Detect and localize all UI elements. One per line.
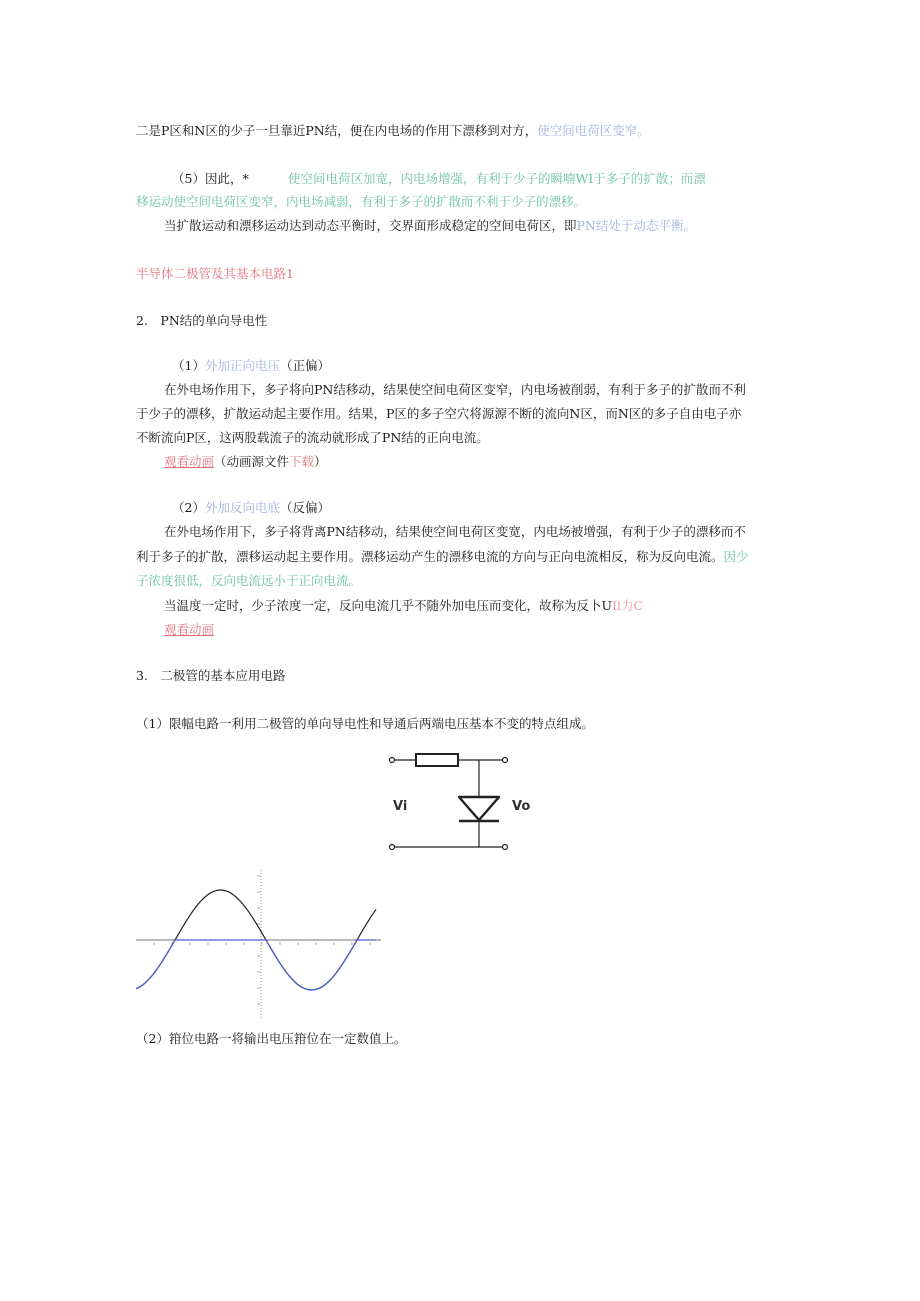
diode-icon [459, 797, 499, 820]
vi-label: Vi [393, 799, 408, 814]
limiter-circuit-description: （1）限幅电路一利用二极管的单向导电性和导通后两端电压基本不变的特点组成。 [136, 716, 594, 731]
forward-voltage-link[interactable]: 外加正向电压 [204, 358, 280, 373]
input-terminal-top [390, 758, 395, 763]
reverse-voltage-link[interactable]: 外加反向电底 [204, 500, 280, 515]
output-terminal-bottom [503, 845, 508, 850]
paragraph-therefore: （5）因此，* [172, 171, 249, 186]
highlight-text: PN结处于动态平衡。 [576, 218, 696, 233]
resistor [416, 754, 458, 766]
watch-animation-link[interactable]: 观看动画 [164, 622, 215, 637]
download-link[interactable]: 下载 [289, 454, 315, 469]
section-title-pn-junction: 2. PN结的单向导电性 [136, 313, 268, 328]
reverse-animation-row [164, 622, 214, 638]
limiter-circuit-diagram [383, 748, 531, 852]
highlight-text: 使空间电荷区变窄。 [537, 123, 650, 138]
forward-paragraph-line: 在外电场作用下，多子将向PN结移动，结果使空间电荷区变窄，内电场被削弱，有利于多子的扩散而不利 [164, 382, 746, 397]
forward-bias-heading: （1）外加正向电压（正偏） [172, 358, 330, 373]
forward-animation-row: 观看动画（动画源文件下载） [164, 454, 327, 469]
watch-animation-link[interactable]: 观看动画 [164, 454, 215, 469]
reverse-paragraph-line: 在外电场作用下，多子将背离PN结移动，结果使空间电荷区变宽，内电场被增强，有利于少子的漂移而不 [164, 524, 746, 539]
highlight-text: Il力C [612, 598, 644, 613]
reverse-paragraph-line: 利于多子的扩散，漂移运动起主要作用。漂移运动产生的漂移电流的方向与正向电流相反，称为反向电流。因少 [136, 549, 749, 564]
highlight-text: 因少 [723, 549, 749, 564]
highlight-text: 子浓度很低，反向电流远小于正向电流。 [136, 573, 362, 588]
clamper-circuit-description: （2）箝位电路一将输出电压箝位在一定数值上。 [136, 1031, 407, 1046]
input-terminal-bottom [390, 845, 395, 850]
reverse-saturation-line: 当温度一定时，少子浓度一定，反向电流几乎不随外加电压而变化，故称为反卜UIl力C [164, 598, 644, 613]
forward-paragraph-line: 不断流向P区，这两股载流子的流动就形成了PN结的正向电流。 [136, 430, 489, 445]
paragraph-drift: 二是P区和N区的少子一旦靠近PN结，便在内电场的作用下漂移到对方，使空间电荷区变窄。 [136, 123, 650, 138]
reverse-bias-heading: （2）外加反向电底（反偏） [172, 500, 330, 515]
vo-label: Vo [512, 799, 531, 814]
forward-paragraph-line: 于少子的漂移，扩散运动起主要作用。结果，P区的多子空穴将源源不断的流向N区，而N区的多子自由电子亦 [136, 406, 742, 421]
highlight-text: 使空间电荷区加宽，内电场增强，有利于少子的瞬喃WI于多子的扩散；而漂 [288, 171, 706, 186]
clipped-waveform-plot [136, 870, 381, 1018]
section-title-applications: 3. 二极管的基本应用电路 [136, 668, 286, 683]
section-heading: 半导体二极管及其基本电路1 [136, 266, 294, 281]
paragraph-equilibrium: 当扩散运动和漂移运动达到动态平衡时，交界面形成稳定的空间电荷区，即PN结处于动态平衡。 [164, 218, 696, 233]
output-terminal-top [503, 758, 508, 763]
highlight-text: 移运动使空间电荷区变窄，内电场减弱，有利于多子的扩散而不利于少子的漂移。 [136, 194, 587, 209]
